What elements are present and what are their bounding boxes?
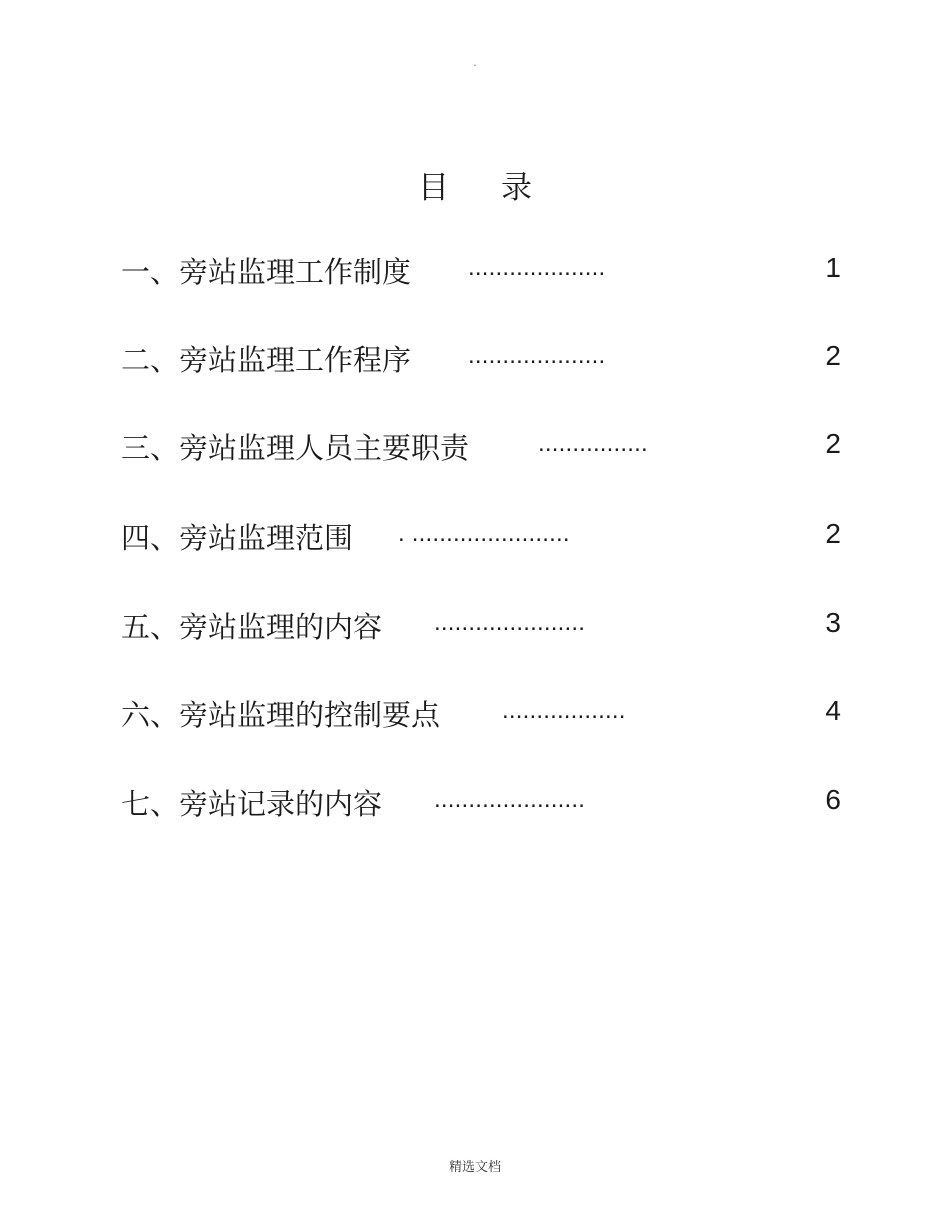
toc-entry[interactable] xyxy=(121,693,841,733)
toc-entry-leader: .................... xyxy=(468,342,606,369)
toc-entry-leader: ...................... xyxy=(434,786,586,813)
toc-entry-page: 4 xyxy=(825,695,841,726)
header-mark: . xyxy=(473,58,477,69)
toc-entry-leader: . ....................... xyxy=(398,520,570,547)
toc-entry-label: 六、旁站监理的控制要点 xyxy=(121,698,441,732)
toc-entry-page: 2 xyxy=(825,340,841,371)
toc-entry[interactable] xyxy=(121,516,841,556)
toc-title-char-2: 录 xyxy=(501,170,532,206)
toc-entry-leader: .................. xyxy=(502,697,626,724)
toc-entry-leader: .................... xyxy=(468,254,606,281)
toc-entry-label: 一、旁站监理工作制度 xyxy=(121,255,412,289)
toc-entry-page: 6 xyxy=(825,784,841,815)
toc-entry-label: 五、旁站监理的内容 xyxy=(121,610,383,644)
toc-entry[interactable] xyxy=(121,782,841,822)
toc-entry-page: 1 xyxy=(825,252,841,283)
toc-entry-leader: ................ xyxy=(538,430,648,457)
toc-entry-leader: ...................... xyxy=(434,609,586,636)
footer-text: 精选文档 xyxy=(448,1160,501,1175)
toc-title xyxy=(0,162,950,207)
toc-entry[interactable] xyxy=(121,338,841,378)
toc-entry-page: 2 xyxy=(825,428,841,459)
toc-entry[interactable] xyxy=(121,250,841,290)
toc-entry[interactable] xyxy=(121,605,841,645)
toc-title-char-1: 目 xyxy=(418,170,449,206)
toc-entry-label: 三、旁站监理人员主要职责 xyxy=(121,431,470,465)
toc-entry-label: 四、旁站监理范围 xyxy=(121,521,354,555)
toc-entry-page: 2 xyxy=(825,518,841,549)
toc-entry-page: 3 xyxy=(825,607,841,638)
toc-entry-label: 二、旁站监理工作程序 xyxy=(121,343,412,377)
toc-entry[interactable] xyxy=(121,426,841,466)
toc-entry-label: 七、旁站记录的内容 xyxy=(121,787,383,821)
